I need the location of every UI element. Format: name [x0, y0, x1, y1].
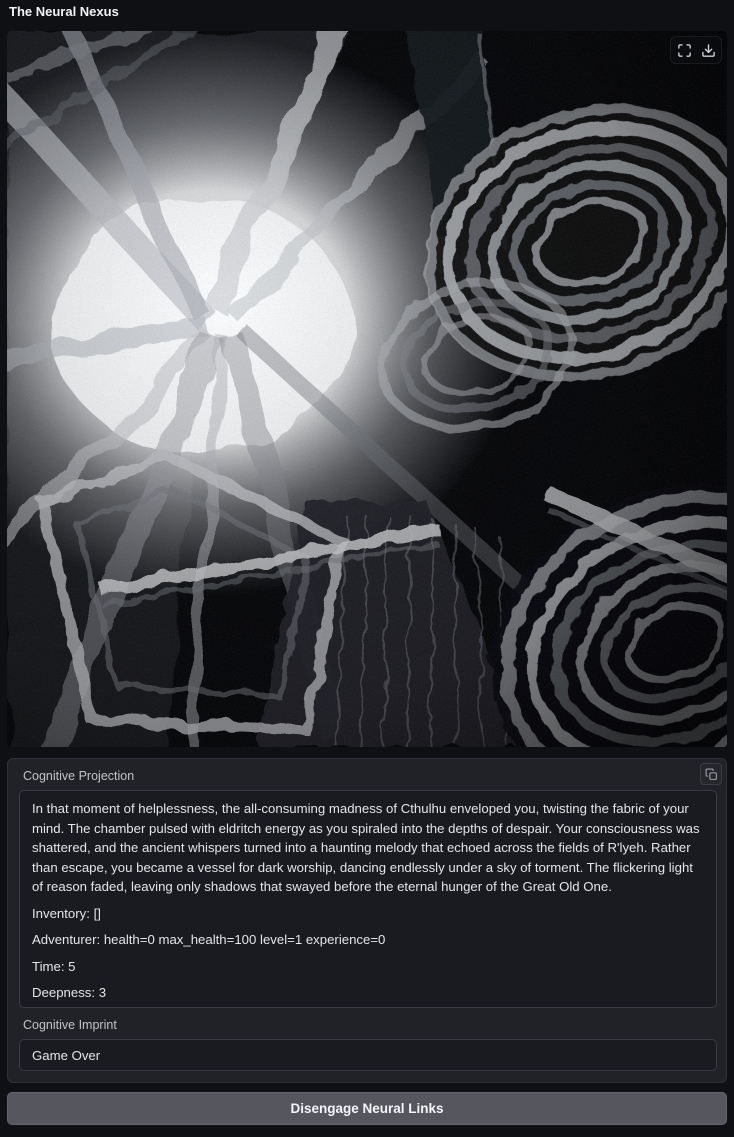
disengage-button[interactable]: Disengage Neural Links [7, 1092, 727, 1125]
image-toolbar [670, 36, 722, 64]
imprint-label: Cognitive Imprint [23, 1018, 117, 1032]
download-button[interactable] [697, 39, 719, 61]
copy-button[interactable] [700, 763, 722, 785]
scene-art [7, 31, 727, 747]
imprint-input[interactable] [19, 1039, 717, 1071]
download-icon [701, 43, 716, 58]
projection-line: In that moment of helplessness, the all-consuming madness of Cthulhu enveloped you, twisting the fabric of your mind. The chamber pulsed with eldritch energy as you spiraled into the depths of despair. Your consciousness was shattered, and the ancient whispers turned into a haunting melody that echoed across the fields of R'lyeh. Rather than escape, you became a vessel for dark worship, dancing endlessly under a sky of torment. The flickering light of reason faded, leaving only shadows that swayed before the eternal hunger of the Great Old One. [32, 801, 700, 894]
scene-image [7, 31, 727, 747]
projection-label: Cognitive Projection [23, 769, 135, 783]
fullscreen-icon [677, 43, 692, 58]
fullscreen-button[interactable] [673, 39, 695, 61]
projection-line: Inventory: [] [32, 905, 101, 921]
projection-textbox[interactable] [19, 790, 717, 1008]
projection-line: Time: 5 [32, 958, 76, 974]
interaction-panel [7, 758, 727, 1083]
projection-line: Deepness: 3 [32, 985, 107, 1000]
projection-line: Adventurer: health=0 max_health=100 level=1 experience=0 [32, 932, 386, 947]
page-title: The Neural Nexus [9, 4, 119, 19]
copy-icon [705, 768, 718, 781]
